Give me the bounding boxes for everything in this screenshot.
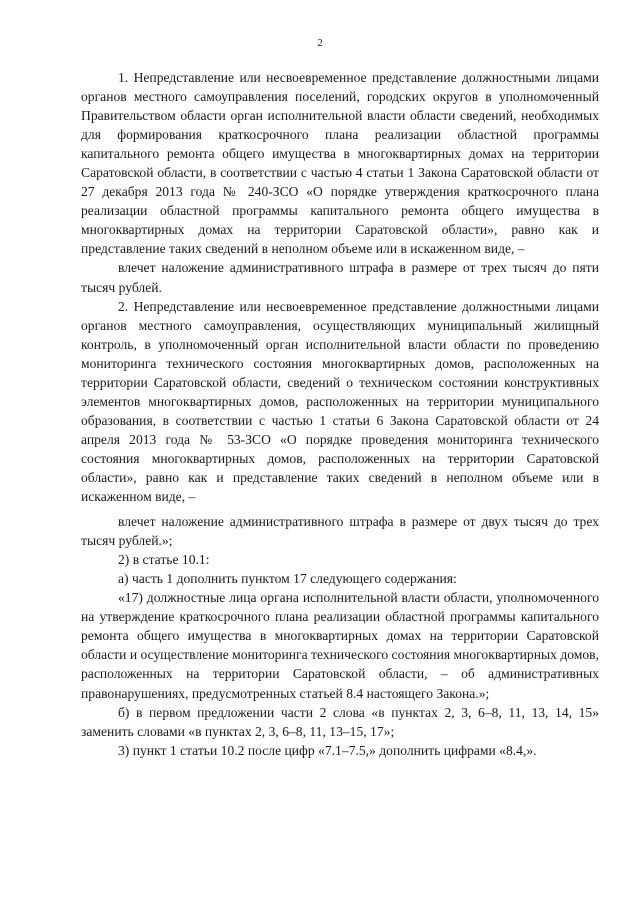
paragraph-item-b: б) в первом предложении части 2 слова «в пунктах 2, 3, 6–8, 11, 13, 14, 15» заменить словами «в пунктах 2, 3, 6–8, 11, 13–15, 17»;: [81, 704, 599, 739]
paragraph-article-10-1: 2) в статье 10.1:: [118, 552, 210, 568]
paragraph-item-a: а) часть 1 дополнить пунктом 17 следующего содержания:: [118, 571, 457, 587]
page-number: 2: [317, 37, 323, 49]
paragraph-part-1-penalty: влечет наложение административного штрафа в размере от трех тысяч до пяти тысяч рублей.: [81, 260, 599, 295]
paragraph-part-2-penalty: влечет наложение административного штрафа в размере от двух тысяч до трех тысяч рублей.»;: [81, 514, 599, 549]
paragraph-point-17: «17) должностные лица органа исполнительной власти области, уполномоченного на утверждение краткосрочного плана реализации областной программы капитального ремонта общего имущества в многоквартирных домах на территории Саратовской области и осуществление мониторинга технического состояния многоквартирных домов, расположенных на территории Саратовской области, – об административных правонарушениях, предусмотренных статьей 8.4 настоящего Закона.»;: [81, 590, 599, 701]
document-body: [81, 68, 599, 760]
paragraph-article-10-2: 3) пункт 1 статьи 10.2 после цифр «7.1–7.5,» дополнить цифрами «8.4,».: [118, 742, 537, 758]
paragraph-part-1: 1. Непредставление или несвоевременное представление должностными лицами органов местного самоуправления поселений, городских округов в уполномоченный Правительством области орган исполнительной власти области сведений, необходимых для формирования краткосрочного плана реализации областной программы капитального ремонта общего имущества в многоквартирных домах на территории Саратовской области, в соответствии с частью 4 статьи 1 Закона Саратовской области от 27 декабря 2013 года № 240-ЗСО «О порядке утверждения краткосрочного плана реализации областной программы капитального ремонта общего имущества в многоквартирных домах на территории Саратовской области», равно как и представление таких сведений в неполном объеме или в искаженном виде, –: [81, 70, 599, 257]
paragraph-part-2: 2. Непредставление или несвоевременное представление должностными лицами органов местного самоуправления, осуществляющих муниципальный жилищный контроль, в уполномоченный орган исполнительной власти области по проведению мониторинга технического состояния многоквартирных домов, расположенных на территории Саратовской области, сведений о техническом состоянии конструктивных элементов многоквартирных домов, расположенных на территории муниципального образования, в соответствии с частью 1 статьи 6 Закона Саратовской области от 24 апреля 2013 года № 53-ЗСО «О порядке проведения мониторинга технического состояния многоквартирных домов, расположенных на территории Саратовской области», равно как и представление таких сведений в неполном объеме или в искаженном виде, –: [81, 298, 599, 505]
